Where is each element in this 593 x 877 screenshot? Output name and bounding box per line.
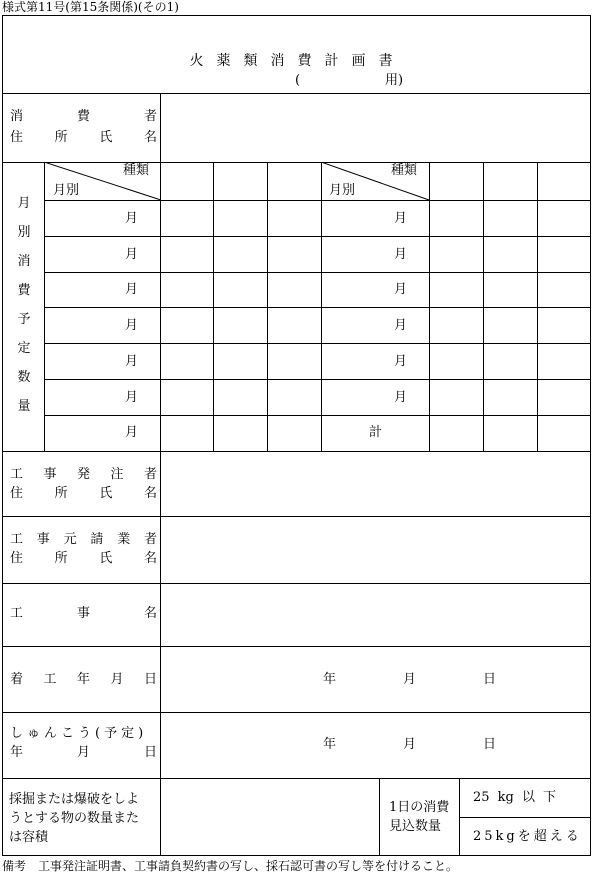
row-divider [3,516,590,517]
month-cell-label: 月 [125,282,139,297]
month-cell-label: 月 [394,318,408,333]
row-divider [3,712,590,713]
row-divider [3,451,590,452]
row-divider [3,93,590,94]
form-number-label: 様式第11号(第15条関係)(その1) [2,0,179,14]
consumer-label: 消 費 者 [10,109,157,124]
work-name-label: 工 事 名 [10,606,157,621]
prime-contractor-label: 工 事 元 請 業 者 [10,532,157,547]
month-cell-label: 月 [125,354,139,369]
usage-close-paren: 用) [385,73,404,88]
grid-line [44,379,590,380]
completion-scheduled-label: しゅんこう(予定) [10,726,148,741]
row-divider [3,583,590,584]
form-frame [2,15,591,856]
monthly-consumption-label-char: 数 [17,370,31,385]
day-unit: 日 [483,737,497,752]
usage-open-paren: ( [295,73,301,88]
grid-line [379,778,380,855]
grid-line [44,272,590,273]
kind-header: 種類 [391,163,418,178]
month-cell-label: 月 [125,211,139,226]
month-unit: 月 [403,672,417,687]
remarks-note: 備考 工事発注証明書、工事請負契約書の写し、採石認可書の写し等を付けること。 [2,859,459,873]
monthly-consumption-label-char: 予 [17,312,31,327]
quantity-option-over-25kg: 25kgを超える [473,829,582,844]
monthly-consumption-label-char: 月 [17,196,31,211]
grid-line [44,343,590,344]
grid-line [459,817,590,818]
quantity-label-line: 採掘または爆破をしよ [9,792,140,807]
row-divider [3,778,590,779]
grid-line [44,415,590,416]
month-cell-label: 月 [394,282,408,297]
month-unit: 月 [403,737,417,752]
month-cell-label: 月 [394,390,408,405]
form-title: 火薬類消費計画書 [189,53,406,69]
address-name-label: 住 所 氏 名 [10,486,157,501]
month-header: 月別 [53,183,80,198]
quantity-option-under-25kg: 25 kg 以 下 [473,790,557,805]
grid-line [44,307,590,308]
month-cell-label: 月 [125,390,139,405]
year-unit: 年 [323,672,337,687]
row-divider [3,646,590,647]
address-name-label: 住 所 氏 名 [10,130,157,145]
month-cell-label: 月 [394,247,408,262]
month-header: 月別 [329,183,356,198]
grid-line [44,236,590,237]
monthly-consumption-label-char: 定 [17,341,31,356]
total-label: 計 [369,425,383,440]
month-cell-label: 月 [125,318,139,333]
month-cell-label: 月 [125,247,139,262]
month-cell-label: 月 [394,354,408,369]
daily-estimate-label: 1日の消費 [389,800,450,815]
address-name-label: 住 所 氏 名 [10,551,157,566]
quantity-label-line: うとする物の数量また [9,811,140,826]
day-unit: 日 [483,672,497,687]
month-cell-label: 月 [125,425,139,440]
monthly-consumption-label-char: 別 [17,225,31,240]
quantity-label-line: は容積 [9,830,49,845]
monthly-consumption-label-char: 費 [17,283,31,298]
monthly-consumption-label-char: 量 [17,399,31,414]
month-cell-label: 月 [394,211,408,226]
monthly-consumption-label-char: 消 [17,254,31,269]
completion-date-label: 年 月 日 [10,745,157,760]
start-date-label: 着 工 年 月 日 [10,672,157,687]
work-orderer-label: 工 事 発 注 者 [10,467,157,482]
label-column-divider [160,93,161,855]
kind-header: 種類 [123,163,150,178]
daily-estimate-label: 見込数量 [389,819,442,834]
year-unit: 年 [323,737,337,752]
